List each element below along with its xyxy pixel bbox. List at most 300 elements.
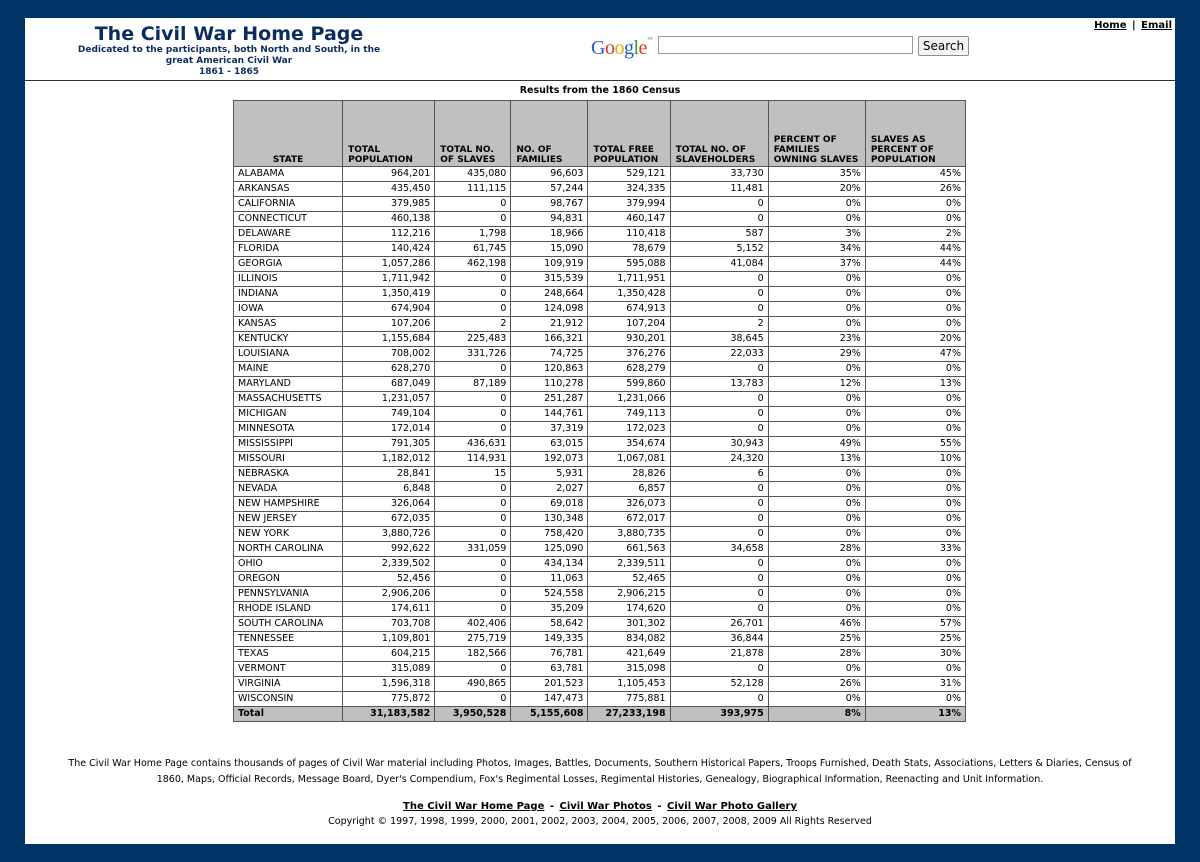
site-header	[25, 18, 1175, 81]
state-cell: VIRGINIA	[234, 677, 343, 692]
value-cell: 0%	[768, 572, 865, 587]
value-cell: 421,649	[588, 647, 670, 662]
value-cell: 1,350,419	[343, 287, 435, 302]
state-cell: CALIFORNIA	[234, 197, 343, 212]
value-cell: 174,611	[343, 602, 435, 617]
table-row	[234, 362, 966, 377]
value-cell: 604,215	[343, 647, 435, 662]
value-cell: 0	[670, 287, 768, 302]
value-cell: 98,767	[511, 197, 588, 212]
total-value-cell: 393,975	[670, 707, 768, 722]
table-row	[234, 587, 966, 602]
total-value-cell: 3,950,528	[435, 707, 511, 722]
value-cell: 0%	[865, 212, 965, 227]
value-cell: 174,620	[588, 602, 670, 617]
value-cell: 166,321	[511, 332, 588, 347]
value-cell: 529,121	[588, 167, 670, 182]
value-cell: 672,035	[343, 512, 435, 527]
value-cell: 775,881	[588, 692, 670, 707]
value-cell: 775,872	[343, 692, 435, 707]
table-row	[234, 452, 966, 467]
value-cell: 0	[670, 587, 768, 602]
value-cell: 434,134	[511, 557, 588, 572]
top-links-separator: |	[1132, 20, 1136, 31]
value-cell: 0%	[865, 362, 965, 377]
value-cell: 15,090	[511, 242, 588, 257]
value-cell: 1,350,428	[588, 287, 670, 302]
value-cell: 1,057,286	[343, 257, 435, 272]
value-cell: 703,708	[343, 617, 435, 632]
email-link[interactable]: Email	[1141, 20, 1172, 31]
value-cell: 749,113	[588, 407, 670, 422]
state-cell: OHIO	[234, 557, 343, 572]
google-logo-letter: e	[638, 37, 647, 59]
table-row	[234, 197, 966, 212]
value-cell: 26,701	[670, 617, 768, 632]
value-cell: 61,745	[435, 242, 511, 257]
value-cell: 687,049	[343, 377, 435, 392]
value-cell: 28,826	[588, 467, 670, 482]
value-cell: 0	[435, 692, 511, 707]
value-cell: 78,679	[588, 242, 670, 257]
value-cell: 0	[435, 197, 511, 212]
column-header: TOTAL NO. OF SLAVEHOLDERS	[670, 101, 768, 167]
value-cell: 0	[435, 482, 511, 497]
page-container	[25, 18, 1175, 844]
value-cell: 587	[670, 227, 768, 242]
value-cell: 57%	[865, 617, 965, 632]
value-cell: 315,089	[343, 662, 435, 677]
footer-link-separator: -	[657, 801, 662, 812]
value-cell: 1,711,951	[588, 272, 670, 287]
state-cell: FLORIDA	[234, 242, 343, 257]
table-body	[234, 167, 966, 722]
value-cell: 0%	[768, 482, 865, 497]
value-cell: 109,919	[511, 257, 588, 272]
value-cell: 275,719	[435, 632, 511, 647]
table-row	[234, 302, 966, 317]
table-row	[234, 572, 966, 587]
column-header: TOTAL NO. OF SLAVES	[435, 101, 511, 167]
value-cell: 6,848	[343, 482, 435, 497]
value-cell: 930,201	[588, 332, 670, 347]
value-cell: 96,603	[511, 167, 588, 182]
value-cell: 5,152	[670, 242, 768, 257]
value-cell: 0%	[768, 197, 865, 212]
value-cell: 5,931	[511, 467, 588, 482]
value-cell: 149,335	[511, 632, 588, 647]
value-cell: 33,730	[670, 167, 768, 182]
value-cell: 0	[670, 482, 768, 497]
value-cell: 0%	[768, 512, 865, 527]
total-value-cell: 8%	[768, 707, 865, 722]
value-cell: 0	[435, 557, 511, 572]
value-cell: 0%	[768, 317, 865, 332]
value-cell: 0%	[768, 272, 865, 287]
value-cell: 13%	[865, 377, 965, 392]
value-cell: 11,481	[670, 182, 768, 197]
value-cell: 33%	[865, 542, 965, 557]
value-cell: 35,209	[511, 602, 588, 617]
value-cell: 28%	[768, 647, 865, 662]
value-cell: 0	[435, 512, 511, 527]
total-row	[234, 707, 966, 722]
value-cell: 0	[670, 302, 768, 317]
value-cell: 12%	[768, 377, 865, 392]
value-cell: 76,781	[511, 647, 588, 662]
footer-link-gallery[interactable]: Civil War Photo Gallery	[667, 801, 797, 812]
value-cell: 674,913	[588, 302, 670, 317]
value-cell: 36,844	[670, 632, 768, 647]
value-cell: 0	[670, 197, 768, 212]
column-header: PERCENT OF FAMILIES OWNING SLAVES	[768, 101, 865, 167]
value-cell: 0%	[768, 407, 865, 422]
value-cell: 125,090	[511, 542, 588, 557]
value-cell: 462,198	[435, 257, 511, 272]
value-cell: 0	[670, 392, 768, 407]
value-cell: 435,080	[435, 167, 511, 182]
table-row	[234, 377, 966, 392]
value-cell: 376,276	[588, 347, 670, 362]
state-cell: KENTUCKY	[234, 332, 343, 347]
table-row	[234, 317, 966, 332]
state-cell: ALABAMA	[234, 167, 343, 182]
site-subtitle	[25, 45, 433, 78]
state-cell: LOUISIANA	[234, 347, 343, 362]
value-cell: 0%	[865, 587, 965, 602]
value-cell: 28,841	[343, 467, 435, 482]
value-cell: 0	[670, 512, 768, 527]
value-cell: 331,059	[435, 542, 511, 557]
value-cell: 0	[670, 662, 768, 677]
table-row	[234, 632, 966, 647]
value-cell: 11,063	[511, 572, 588, 587]
value-cell: 0	[435, 662, 511, 677]
value-cell: 10%	[865, 452, 965, 467]
value-cell: 672,017	[588, 512, 670, 527]
value-cell: 2%	[865, 227, 965, 242]
value-cell: 315,539	[511, 272, 588, 287]
value-cell: 0%	[768, 422, 865, 437]
footer-links	[25, 801, 1175, 812]
value-cell: 758,420	[511, 527, 588, 542]
value-cell: 28%	[768, 542, 865, 557]
value-cell: 0%	[865, 302, 965, 317]
footer-link-home[interactable]: The Civil War Home Page	[403, 801, 545, 812]
value-cell: 2	[435, 317, 511, 332]
value-cell: 0	[435, 587, 511, 602]
value-cell: 791,305	[343, 437, 435, 452]
site-years: 1861 - 1865	[198, 67, 260, 77]
value-cell: 182,566	[435, 647, 511, 662]
state-cell: WISCONSIN	[234, 692, 343, 707]
value-cell: 21,912	[511, 317, 588, 332]
value-cell: 26%	[865, 182, 965, 197]
value-cell: 0	[670, 692, 768, 707]
value-cell: 1,596,318	[343, 677, 435, 692]
value-cell: 0%	[865, 572, 965, 587]
table-header-row	[234, 101, 966, 167]
value-cell: 436,631	[435, 437, 511, 452]
table-row	[234, 392, 966, 407]
value-cell: 0%	[768, 662, 865, 677]
value-cell: 0%	[768, 557, 865, 572]
column-header: SLAVES AS PERCENT OF POPULATION	[865, 101, 965, 167]
value-cell: 0%	[768, 392, 865, 407]
total-label: Total	[234, 707, 343, 722]
value-cell: 435,450	[343, 182, 435, 197]
value-cell: 57,244	[511, 182, 588, 197]
value-cell: 0	[435, 572, 511, 587]
table-row	[234, 182, 966, 197]
value-cell: 63,781	[511, 662, 588, 677]
state-cell: PENNSYLVANIA	[234, 587, 343, 602]
value-cell: 2,027	[511, 482, 588, 497]
value-cell: 110,418	[588, 227, 670, 242]
value-cell: 0%	[865, 482, 965, 497]
value-cell: 21,878	[670, 647, 768, 662]
table-row	[234, 512, 966, 527]
value-cell: 144,761	[511, 407, 588, 422]
value-cell: 0%	[865, 197, 965, 212]
value-cell: 0	[435, 602, 511, 617]
state-cell: VERMONT	[234, 662, 343, 677]
value-cell: 0%	[865, 422, 965, 437]
value-cell: 0%	[865, 527, 965, 542]
value-cell: 0%	[768, 602, 865, 617]
value-cell: 20%	[865, 332, 965, 347]
value-cell: 0	[670, 602, 768, 617]
value-cell: 0	[670, 422, 768, 437]
state-cell: IOWA	[234, 302, 343, 317]
value-cell: 3%	[768, 227, 865, 242]
value-cell: 460,138	[343, 212, 435, 227]
value-cell: 24,320	[670, 452, 768, 467]
value-cell: 140,424	[343, 242, 435, 257]
value-cell: 172,014	[343, 422, 435, 437]
value-cell: 0	[435, 497, 511, 512]
value-cell: 2,906,215	[588, 587, 670, 602]
value-cell: 37%	[768, 257, 865, 272]
value-cell: 52,128	[670, 677, 768, 692]
footer-link-photos[interactable]: Civil War Photos	[559, 801, 652, 812]
value-cell: 26%	[768, 677, 865, 692]
value-cell: 1,109,801	[343, 632, 435, 647]
value-cell: 107,204	[588, 317, 670, 332]
value-cell: 964,201	[343, 167, 435, 182]
table-row	[234, 647, 966, 662]
copyright-notice: Copyright © 1997, 1998, 1999, 2000, 2001, 2002, 2003, 2004, 2005, 2006, 2007, 2008, 2009 All Rights Reserved	[328, 816, 872, 827]
value-cell: 0	[670, 557, 768, 572]
table-row	[234, 287, 966, 302]
site-dedication: Dedicated to the participants, both North and South, in the great American Civil War	[77, 45, 381, 66]
total-value-cell: 31,183,582	[343, 707, 435, 722]
search-button[interactable]: Search	[918, 36, 969, 56]
state-cell: NORTH CAROLINA	[234, 542, 343, 557]
census-table	[233, 100, 966, 722]
value-cell: 0%	[768, 212, 865, 227]
column-header: NO. OF FAMILIES	[511, 101, 588, 167]
value-cell: 18,966	[511, 227, 588, 242]
value-cell: 37,319	[511, 422, 588, 437]
value-cell: 0%	[768, 302, 865, 317]
value-cell: 2	[670, 317, 768, 332]
value-cell: 1,231,057	[343, 392, 435, 407]
value-cell: 1,798	[435, 227, 511, 242]
value-cell: 0%	[865, 692, 965, 707]
value-cell: 23%	[768, 332, 865, 347]
table-row	[234, 617, 966, 632]
state-cell: MASSACHUSETTS	[234, 392, 343, 407]
state-cell: NEW YORK	[234, 527, 343, 542]
value-cell: 0	[435, 407, 511, 422]
value-cell: 110,278	[511, 377, 588, 392]
value-cell: 13%	[768, 452, 865, 467]
value-cell: 0	[435, 302, 511, 317]
value-cell: 41,084	[670, 257, 768, 272]
table-row	[234, 677, 966, 692]
table-row	[234, 602, 966, 617]
value-cell: 0	[670, 272, 768, 287]
footer-link-separator: -	[549, 801, 555, 812]
value-cell: 315,098	[588, 662, 670, 677]
value-cell: 834,082	[588, 632, 670, 647]
value-cell: 0%	[768, 497, 865, 512]
footer-description: The Civil War Home Page contains thousands of pages of Civil War material including Photos, Images, Battles, Documents, Southern Historical Papers, Troops Furnished, Death Stats, Associations, Letters & Diaries, Census of 1860, Maps, Official Records, Message Board, Dyer's Compendium, Fox's Regimental Losses, Regimental Histories, Genealogy, Biographical Information, Reenacting and Unit Information.	[68, 758, 1132, 785]
value-cell: 120,863	[511, 362, 588, 377]
state-cell: MISSISSIPPI	[234, 437, 343, 452]
value-cell: 301,302	[588, 617, 670, 632]
value-cell: 0	[670, 407, 768, 422]
value-cell: 2,906,206	[343, 587, 435, 602]
table-row	[234, 242, 966, 257]
value-cell: 192,073	[511, 452, 588, 467]
google-logo-letter: g	[623, 37, 634, 59]
state-cell: NEW HAMPSHIRE	[234, 497, 343, 512]
value-cell: 599,860	[588, 377, 670, 392]
value-cell: 87,189	[435, 377, 511, 392]
value-cell: 55%	[865, 437, 965, 452]
value-cell: 69,018	[511, 497, 588, 512]
value-cell: 38,645	[670, 332, 768, 347]
value-cell: 22,033	[670, 347, 768, 362]
google-logo-tm: ™	[646, 37, 653, 43]
value-cell: 6	[670, 467, 768, 482]
value-cell: 0%	[768, 587, 865, 602]
value-cell: 52,456	[343, 572, 435, 587]
value-cell: 379,994	[588, 197, 670, 212]
value-cell: 0%	[768, 527, 865, 542]
google-logo	[591, 37, 652, 60]
value-cell: 0%	[865, 467, 965, 482]
value-cell: 25%	[865, 632, 965, 647]
value-cell: 0%	[865, 512, 965, 527]
value-cell: 251,287	[511, 392, 588, 407]
value-cell: 0%	[865, 272, 965, 287]
table-row	[234, 497, 966, 512]
table-row	[234, 437, 966, 452]
table-row	[234, 272, 966, 287]
value-cell: 0%	[865, 317, 965, 332]
site-title: The Civil War Home Page	[94, 23, 364, 45]
value-cell: 34%	[768, 242, 865, 257]
table-row	[234, 347, 966, 362]
table-row	[234, 407, 966, 422]
value-cell: 324,335	[588, 182, 670, 197]
google-logo-letter: o	[604, 37, 615, 59]
value-cell: 524,558	[511, 587, 588, 602]
value-cell: 6,857	[588, 482, 670, 497]
value-cell: 1,155,684	[343, 332, 435, 347]
table-row	[234, 482, 966, 497]
value-cell: 331,726	[435, 347, 511, 362]
value-cell: 124,098	[511, 302, 588, 317]
value-cell: 147,473	[511, 692, 588, 707]
table-row	[234, 467, 966, 482]
value-cell: 0	[435, 287, 511, 302]
value-cell: 30,943	[670, 437, 768, 452]
value-cell: 58,642	[511, 617, 588, 632]
home-link[interactable]: Home	[1094, 20, 1127, 31]
state-cell: CONNECTICUT	[234, 212, 343, 227]
value-cell: 3,880,735	[588, 527, 670, 542]
value-cell: 225,483	[435, 332, 511, 347]
state-cell: INDIANA	[234, 287, 343, 302]
google-logo-letter: G	[591, 37, 605, 59]
value-cell: 595,088	[588, 257, 670, 272]
value-cell: 172,023	[588, 422, 670, 437]
top-links	[1094, 20, 1172, 31]
value-cell: 47%	[865, 347, 965, 362]
total-value-cell: 13%	[865, 707, 965, 722]
table-row	[234, 662, 966, 677]
table-row	[234, 557, 966, 572]
value-cell: 354,674	[588, 437, 670, 452]
value-cell: 1,711,942	[343, 272, 435, 287]
value-cell: 248,664	[511, 287, 588, 302]
value-cell: 74,725	[511, 347, 588, 362]
value-cell: 52,465	[588, 572, 670, 587]
state-cell: ILLINOIS	[234, 272, 343, 287]
value-cell: 460,147	[588, 212, 670, 227]
value-cell: 45%	[865, 167, 965, 182]
value-cell: 130,348	[511, 512, 588, 527]
value-cell: 0%	[768, 692, 865, 707]
state-cell: MARYLAND	[234, 377, 343, 392]
value-cell: 0	[435, 272, 511, 287]
total-value-cell: 27,233,198	[588, 707, 670, 722]
value-cell: 0	[670, 527, 768, 542]
search-input[interactable]	[658, 36, 913, 54]
state-cell: MISSOURI	[234, 452, 343, 467]
state-cell: TENNESSEE	[234, 632, 343, 647]
state-cell: SOUTH CAROLINA	[234, 617, 343, 632]
value-cell: 0%	[768, 362, 865, 377]
state-cell: MINNESOTA	[234, 422, 343, 437]
value-cell: 111,115	[435, 182, 511, 197]
value-cell: 0%	[865, 392, 965, 407]
state-cell: TEXAS	[234, 647, 343, 662]
value-cell: 0%	[768, 287, 865, 302]
value-cell: 490,865	[435, 677, 511, 692]
value-cell: 31%	[865, 677, 965, 692]
value-cell: 402,406	[435, 617, 511, 632]
value-cell: 29%	[768, 347, 865, 362]
table-row	[234, 527, 966, 542]
value-cell: 1,231,066	[588, 392, 670, 407]
value-cell: 0	[670, 497, 768, 512]
value-cell: 2,339,511	[588, 557, 670, 572]
